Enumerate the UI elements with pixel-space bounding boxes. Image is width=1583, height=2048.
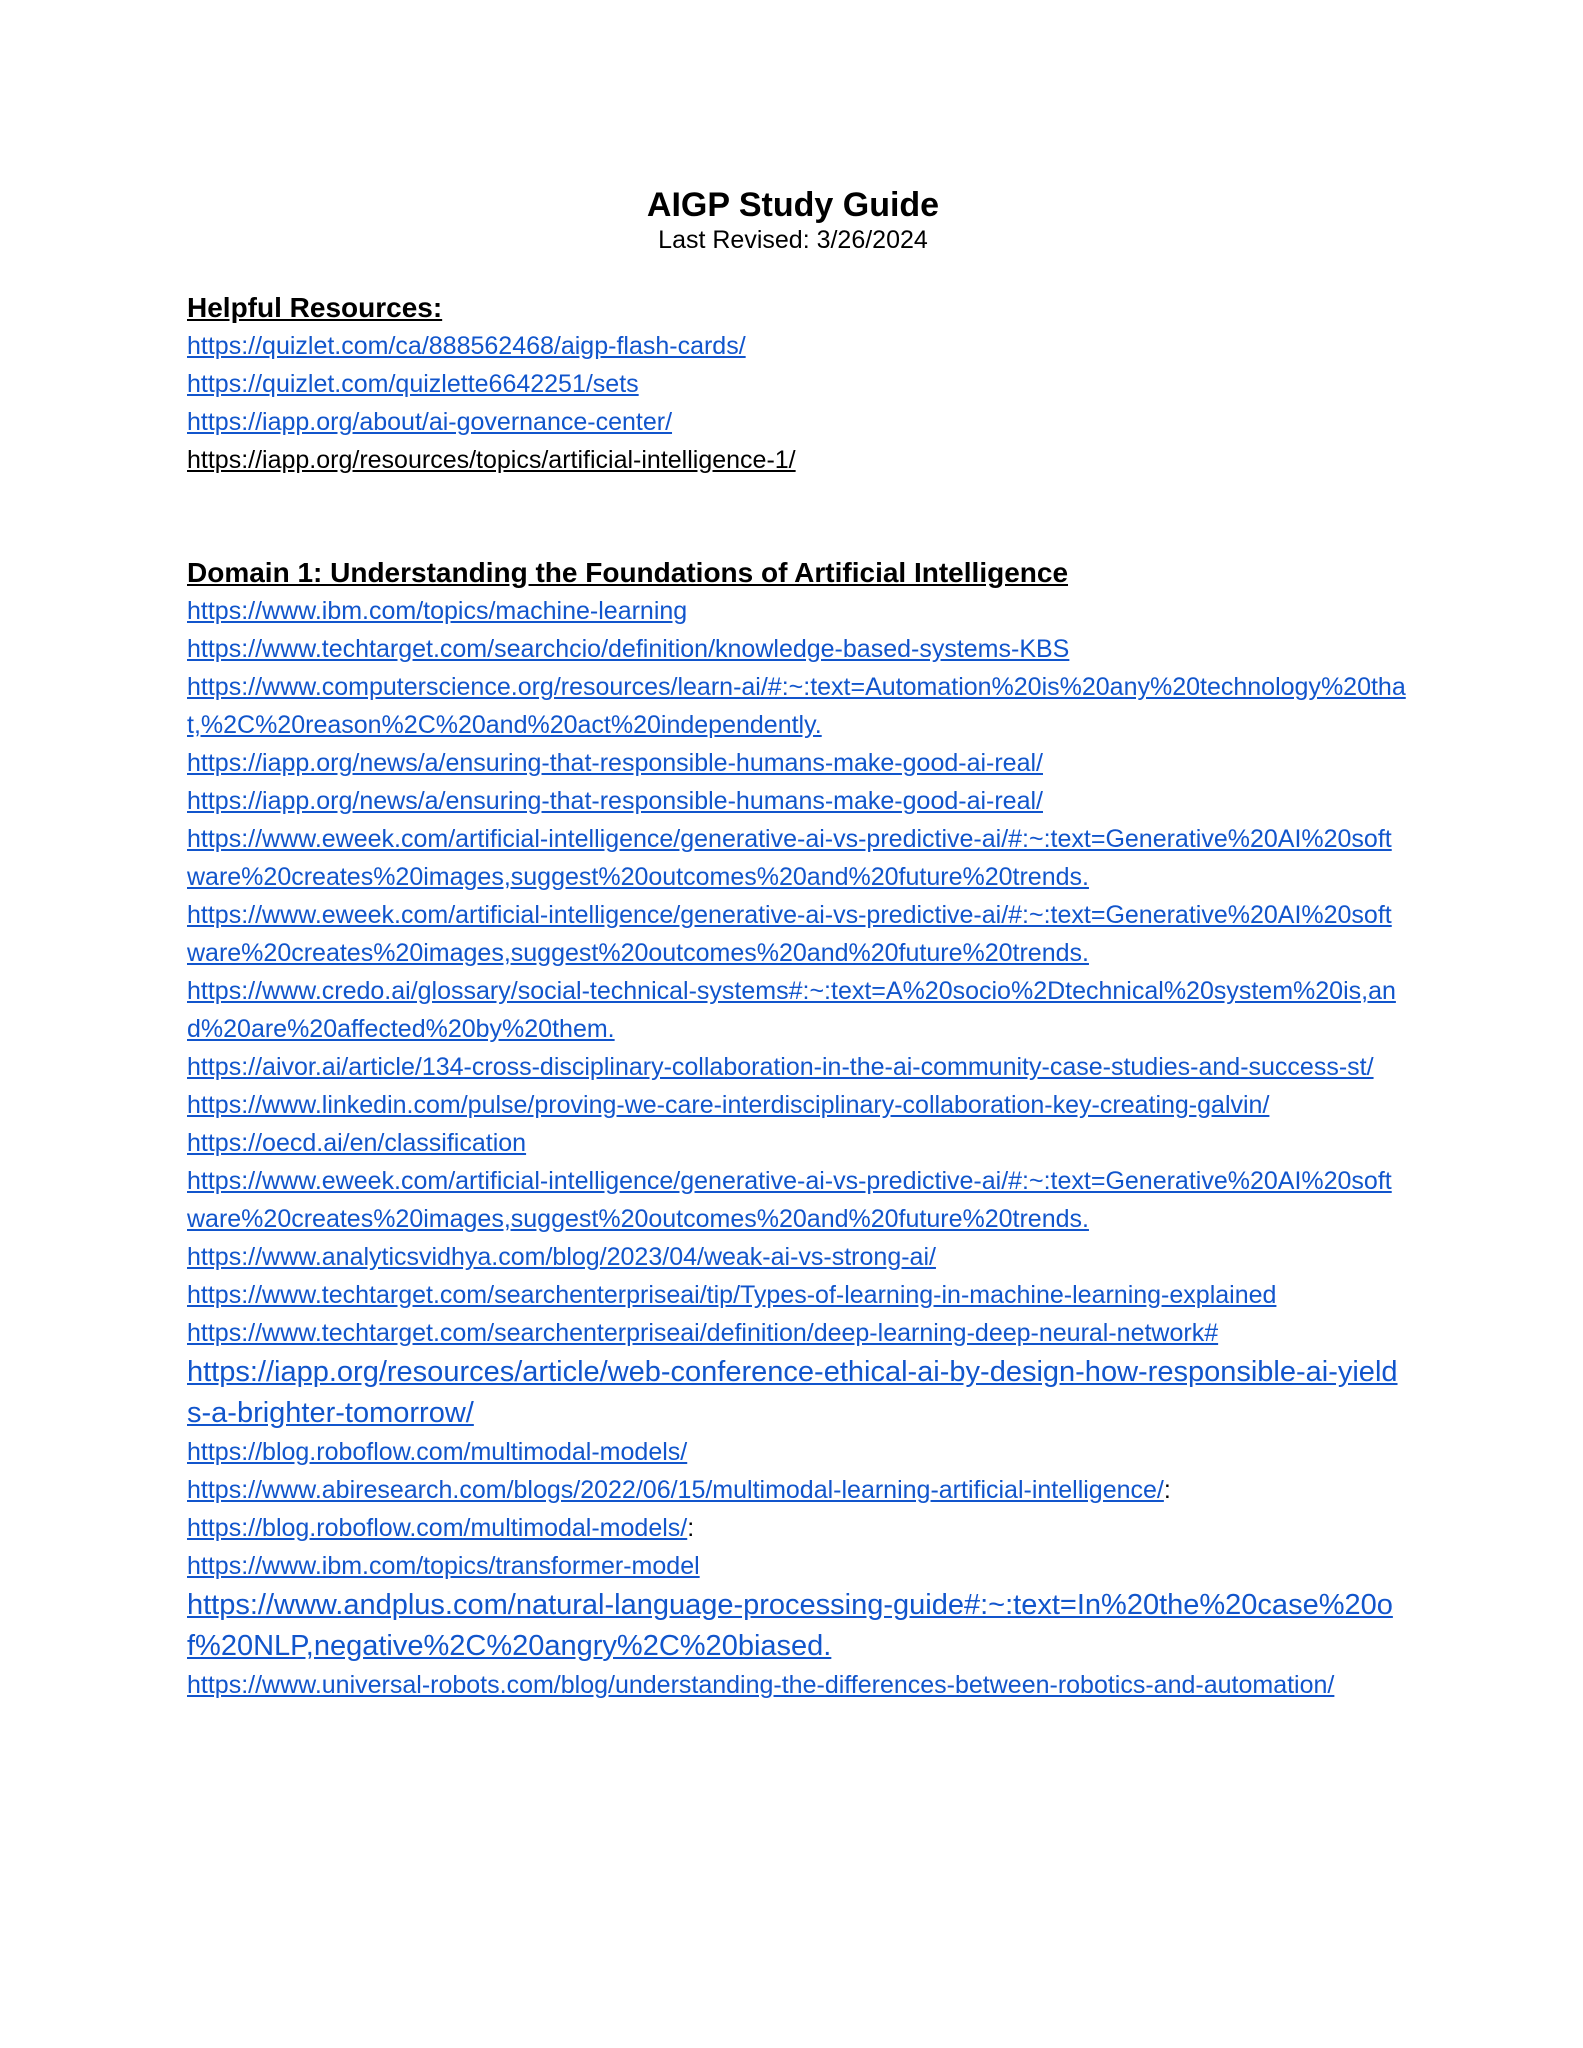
list-item <box>187 592 1407 630</box>
resource-link[interactable]: https://oecd.ai/en/classification <box>187 1129 527 1157</box>
resource-link[interactable]: https://www.linkedin.com/pulse/proving-we-care-interdisciplinary-collaboration-key-creating-galvin/ <box>187 1091 1270 1119</box>
resource-link[interactable]: https://iapp.org/about/ai-governance-center/ <box>187 408 673 436</box>
list-item <box>187 1547 1407 1585</box>
list-item <box>187 1048 1407 1086</box>
list-item <box>187 441 1407 479</box>
list-item <box>187 1086 1407 1124</box>
page-title: AIGP Study Guide <box>646 186 940 224</box>
last-revised-date: Last Revised: 3/26/2024 <box>658 226 928 254</box>
list-item <box>187 1471 1407 1509</box>
domain-1-section <box>187 554 1407 1704</box>
list-item <box>187 1124 1407 1162</box>
list-item <box>187 782 1407 820</box>
list-item <box>187 820 1407 896</box>
list-item <box>187 1238 1407 1276</box>
helpful-resources-link-list <box>187 327 1407 479</box>
domain-1-link-list <box>187 592 1407 1704</box>
list-item <box>187 403 1407 441</box>
resource-link[interactable]: https://www.ibm.com/topics/machine-learning <box>187 597 688 625</box>
list-item <box>187 744 1407 782</box>
resource-link[interactable]: https://www.credo.ai/glossary/social-technical-systems#:~:text=A%20socio%2Dtechnical%20system%20is,and%20are%20affected%20by%20them. <box>187 977 1396 1043</box>
helpful-resources-section <box>187 289 1407 479</box>
resource-link[interactable]: https://www.universal-robots.com/blog/understanding-the-differences-between-robotics-and-automation/ <box>187 1671 1335 1699</box>
resource-link[interactable]: https://www.computerscience.org/resources/learn-ai/#:~:text=Automation%20is%20any%20technology%20that,%2C%20reason%2C%20and%20act%20independently. <box>187 673 1406 739</box>
resource-link[interactable]: https://www.techtarget.com/searchcio/definition/knowledge-based-systems-KBS <box>187 635 1070 663</box>
list-item <box>187 1433 1407 1471</box>
list-item <box>187 365 1407 403</box>
resource-link[interactable]: https://blog.roboflow.com/multimodal-models/ <box>187 1514 688 1542</box>
list-item <box>187 972 1407 1048</box>
resource-link[interactable]: https://www.ibm.com/topics/transformer-model <box>187 1552 700 1580</box>
resource-link[interactable]: https://www.abiresearch.com/blogs/2022/06/15/multimodal-learning-artificial-intelligence/ <box>187 1476 1164 1504</box>
list-item <box>187 630 1407 668</box>
list-item <box>187 327 1407 365</box>
resource-link[interactable]: https://aivor.ai/article/134-cross-disciplinary-collaboration-in-the-ai-community-case-studies-and-success-st/ <box>187 1053 1374 1081</box>
list-item <box>187 1314 1407 1352</box>
list-item <box>187 896 1407 972</box>
document-page <box>187 185 1407 1704</box>
resource-link[interactable]: https://quizlet.com/quizlette6642251/sets <box>187 370 639 398</box>
link-suffix: : <box>687 1514 695 1542</box>
resource-link[interactable]: https://www.eweek.com/artificial-intelligence/generative-ai-vs-predictive-ai/#:~:text=Generative%20AI%20software%20creates%20images,suggest%20outcomes%20and%20future%20trends. <box>187 901 1392 967</box>
list-item <box>187 668 1407 744</box>
resource-link[interactable]: https://www.analyticsvidhya.com/blog/2023/04/weak-ai-vs-strong-ai/ <box>187 1243 936 1271</box>
resource-link[interactable]: https://www.eweek.com/artificial-intelligence/generative-ai-vs-predictive-ai/#:~:text=Generative%20AI%20software%20creates%20images,suggest%20outcomes%20and%20future%20trends. <box>187 1167 1392 1233</box>
resource-link[interactable]: https://www.eweek.com/artificial-intelligence/generative-ai-vs-predictive-ai/#:~:text=Generative%20AI%20software%20creates%20images,suggest%20outcomes%20and%20future%20trends. <box>187 825 1392 891</box>
resource-link[interactable]: https://www.andplus.com/natural-language-processing-guide#:~:text=In%20the%20case%20of%20NLP,negative%2C%20angry%2C%20biased. <box>187 1589 1393 1662</box>
resource-link[interactable]: https://iapp.org/news/a/ensuring-that-responsible-humans-make-good-ai-real/ <box>187 787 1043 815</box>
list-item <box>187 1276 1407 1314</box>
resource-link[interactable]: https://quizlet.com/ca/888562468/aigp-flash-cards/ <box>187 332 746 360</box>
resource-link[interactable]: https://iapp.org/resources/article/web-conference-ethical-ai-by-design-how-responsible-ai-yields-a-brighter-tomorrow/ <box>187 1356 1398 1429</box>
resource-link[interactable]: https://blog.roboflow.com/multimodal-models/ <box>187 1438 688 1466</box>
resource-link[interactable]: https://iapp.org/news/a/ensuring-that-responsible-humans-make-good-ai-real/ <box>187 749 1043 777</box>
resource-link[interactable]: https://www.techtarget.com/searchenterpriseai/tip/Types-of-learning-in-machine-learning-explained <box>187 1281 1277 1309</box>
list-item <box>187 1509 1407 1547</box>
list-item <box>187 1352 1407 1433</box>
resource-link[interactable]: https://www.techtarget.com/searchenterpriseai/definition/deep-learning-deep-neural-network# <box>187 1319 1219 1347</box>
domain-1-heading: Domain 1: Understanding the Foundations of Artificial Intelligence <box>187 557 1069 588</box>
list-item <box>187 1162 1407 1238</box>
resource-link[interactable]: https://iapp.org/resources/topics/artificial-intelligence-1/ <box>187 446 796 474</box>
list-item <box>187 1585 1407 1666</box>
list-item <box>187 1666 1407 1704</box>
helpful-resources-heading: Helpful Resources: <box>187 292 443 323</box>
link-suffix: : <box>1163 1476 1171 1504</box>
